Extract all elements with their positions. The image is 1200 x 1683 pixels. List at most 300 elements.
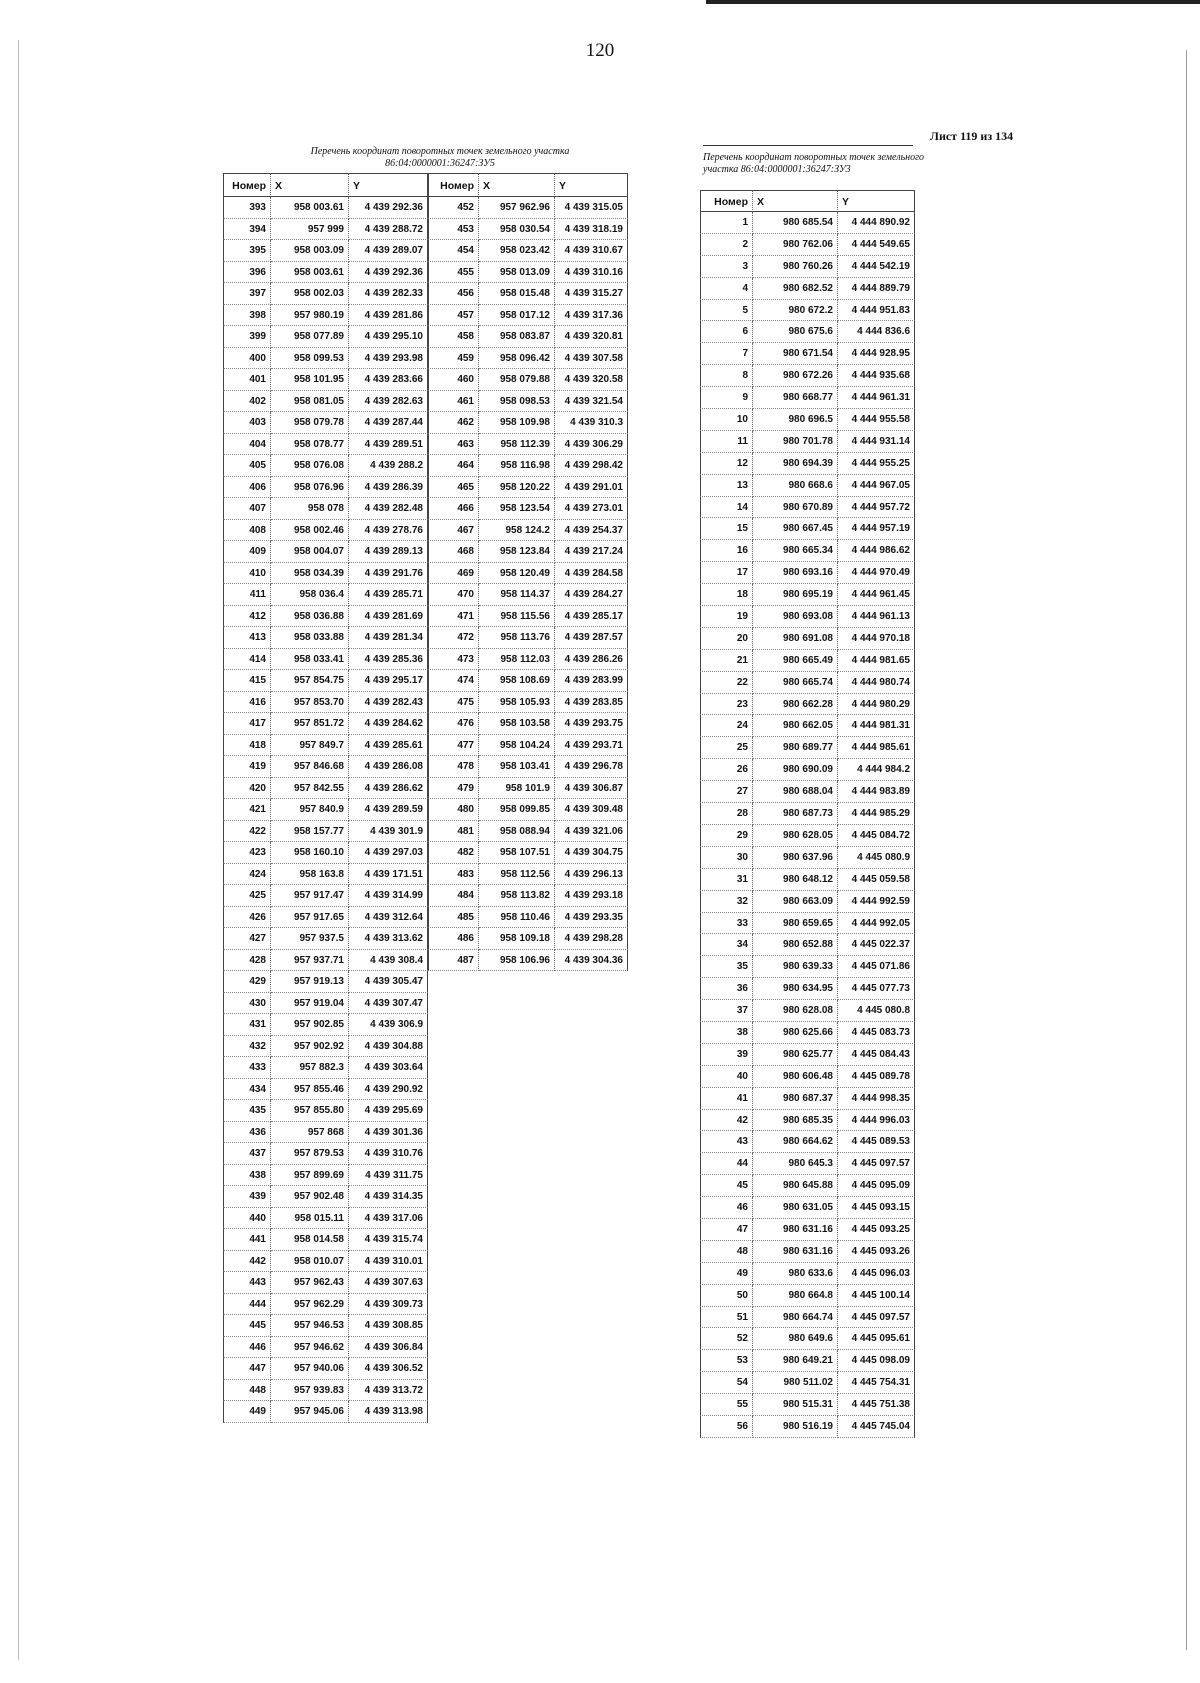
x-coordinate: 980 687.73 [753,803,838,825]
right-caption-line1: Перечень координат поворотных точек земельного [703,152,924,163]
point-number: 467 [428,520,479,542]
y-coordinate: 4 439 315.05 [555,197,628,219]
point-number: 466 [428,498,479,520]
point-number: 423 [223,842,271,864]
y-coordinate: 4 445 098.09 [838,1350,915,1372]
y-coordinate: 4 439 286.26 [555,649,628,671]
x-coordinate: 957 962.96 [479,197,555,219]
x-coordinate: 958 023.42 [479,240,555,262]
x-coordinate: 958 002.03 [271,283,349,305]
x-coordinate: 958 036.4 [271,584,349,606]
y-coordinate: 4 439 317.06 [349,1208,428,1230]
x-coordinate: 958 036.88 [271,606,349,628]
point-number: 421 [223,799,271,821]
y-coordinate: 4 439 282.48 [349,498,428,520]
header-x: X [271,173,349,197]
x-coordinate: 958 109.98 [479,412,555,434]
y-coordinate: 4 439 293.35 [555,907,628,929]
point-number: 42 [700,1110,753,1132]
point-number: 453 [428,219,479,241]
coordinates-table-c [700,190,915,1438]
left-caption-line2: 86:04:0000001:36247:ЗУ5 [385,158,495,169]
left-caption [285,146,595,170]
point-number: 41 [700,1088,753,1110]
y-coordinate: 4 445 754.31 [838,1372,915,1394]
y-coordinate: 4 439 293.71 [555,735,628,757]
x-coordinate: 980 701.78 [753,431,838,453]
y-coordinate: 4 444 981.31 [838,715,915,737]
point-number: 463 [428,434,479,456]
y-coordinate: 4 439 284.62 [349,713,428,735]
x-coordinate: 958 079.88 [479,369,555,391]
y-coordinate: 4 439 286.62 [349,778,428,800]
y-coordinate: 4 445 095.61 [838,1328,915,1350]
point-number: 12 [700,453,753,475]
point-number: 410 [223,563,271,585]
x-coordinate: 980 665.49 [753,650,838,672]
point-number: 473 [428,649,479,671]
point-number: 447 [223,1358,271,1380]
x-coordinate: 957 937.5 [271,928,349,950]
y-coordinate: 4 439 288.2 [349,455,428,477]
y-coordinate: 4 439 306.29 [555,434,628,456]
y-coordinate: 4 439 308.85 [349,1315,428,1337]
y-coordinate: 4 439 317.36 [555,305,628,327]
x-coordinate: 980 668.77 [753,387,838,409]
x-coordinate: 958 112.56 [479,864,555,886]
point-number: 9 [700,387,753,409]
x-coordinate: 980 664.8 [753,1285,838,1307]
y-coordinate: 4 444 542.19 [838,256,915,278]
x-coordinate: 980 662.05 [753,715,838,737]
x-coordinate: 958 014.58 [271,1229,349,1251]
point-number: 21 [700,650,753,672]
point-number: 43 [700,1131,753,1153]
point-number: 2 [700,234,753,256]
x-coordinate: 958 113.76 [479,627,555,649]
point-number: 23 [700,694,753,716]
y-coordinate: 4 439 291.01 [555,477,628,499]
x-coordinate: 958 101.9 [479,778,555,800]
x-coordinate: 980 665.74 [753,672,838,694]
x-coordinate: 957 919.13 [271,971,349,993]
point-number: 443 [223,1272,271,1294]
y-coordinate: 4 444 955.58 [838,409,915,431]
point-number: 475 [428,692,479,714]
y-coordinate: 4 439 301.9 [349,821,428,843]
x-coordinate: 980 694.39 [753,453,838,475]
y-coordinate: 4 439 295.10 [349,326,428,348]
y-coordinate: 4 444 961.13 [838,606,915,628]
x-coordinate: 958 015.11 [271,1208,349,1230]
x-coordinate: 957 849.7 [271,735,349,757]
x-coordinate: 957 868 [271,1122,349,1144]
point-number: 395 [223,240,271,262]
x-coordinate: 958 114.37 [479,584,555,606]
point-number: 482 [428,842,479,864]
point-number: 432 [223,1036,271,1058]
x-coordinate: 958 103.58 [479,713,555,735]
x-coordinate: 980 628.08 [753,1000,838,1022]
y-coordinate: 4 444 967.05 [838,475,915,497]
point-number: 487 [428,950,479,972]
y-coordinate: 4 439 307.47 [349,993,428,1015]
point-number: 34 [700,934,753,956]
y-coordinate: 4 445 080.8 [838,1000,915,1022]
x-coordinate: 957 879.53 [271,1143,349,1165]
point-number: 485 [428,907,479,929]
point-number: 20 [700,628,753,650]
x-coordinate: 980 685.54 [753,212,838,234]
x-coordinate: 980 515.31 [753,1394,838,1416]
x-coordinate: 958 108.69 [479,670,555,692]
point-number: 393 [223,197,271,219]
y-coordinate: 4 439 288.72 [349,219,428,241]
x-coordinate: 958 109.18 [479,928,555,950]
y-coordinate: 4 439 306.9 [349,1014,428,1036]
point-number: 402 [223,391,271,413]
x-coordinate: 980 652.88 [753,934,838,956]
x-coordinate: 958 010.07 [271,1251,349,1273]
y-coordinate: 4 439 306.84 [349,1337,428,1359]
point-number: 481 [428,821,479,843]
x-coordinate: 958 034.39 [271,563,349,585]
point-number: 408 [223,520,271,542]
point-number: 7 [700,343,753,365]
y-coordinate: 4 439 291.76 [349,563,428,585]
coordinates-table-b [428,173,628,971]
header-number: Номер [428,173,479,197]
x-coordinate: 958 013.09 [479,262,555,284]
point-number: 1 [700,212,753,234]
point-number: 478 [428,756,479,778]
y-coordinate: 4 445 093.25 [838,1219,915,1241]
x-coordinate: 958 079.78 [271,412,349,434]
point-number: 37 [700,1000,753,1022]
header-x: X [479,173,555,197]
x-coordinate: 980 685.35 [753,1110,838,1132]
point-number: 427 [223,928,271,950]
point-number: 472 [428,627,479,649]
y-coordinate: 4 439 290.92 [349,1079,428,1101]
point-number: 430 [223,993,271,1015]
y-coordinate: 4 445 093.15 [838,1197,915,1219]
x-coordinate: 957 855.46 [271,1079,349,1101]
x-coordinate: 957 919.04 [271,993,349,1015]
page-number: 120 [585,40,615,61]
y-coordinate: 4 439 289.07 [349,240,428,262]
point-number: 19 [700,606,753,628]
x-coordinate: 958 123.84 [479,541,555,563]
x-coordinate: 980 516.19 [753,1416,838,1438]
point-number: 416 [223,692,271,714]
point-number: 396 [223,262,271,284]
y-coordinate: 4 444 981.65 [838,650,915,672]
y-coordinate: 4 439 310.67 [555,240,628,262]
y-coordinate: 4 444 889.79 [838,278,915,300]
x-coordinate: 980 682.52 [753,278,838,300]
header-y: Y [349,173,428,197]
point-number: 464 [428,455,479,477]
point-number: 8 [700,365,753,387]
x-coordinate: 957 917.65 [271,907,349,929]
y-coordinate: 4 445 083.73 [838,1022,915,1044]
right-caption-rule [703,145,913,146]
point-number: 458 [428,326,479,348]
y-coordinate: 4 445 745.04 [838,1416,915,1438]
point-number: 429 [223,971,271,993]
point-number: 424 [223,864,271,886]
y-coordinate: 4 439 306.87 [555,778,628,800]
y-coordinate: 4 439 289.59 [349,799,428,821]
y-coordinate: 4 439 301.36 [349,1122,428,1144]
point-number: 439 [223,1186,271,1208]
x-coordinate: 980 687.37 [753,1088,838,1110]
x-coordinate: 958 096.42 [479,348,555,370]
sheet-label: Лист 119 из 134 [930,129,1014,143]
y-coordinate: 4 439 312.64 [349,907,428,929]
x-coordinate: 957 846.68 [271,756,349,778]
point-number: 55 [700,1394,753,1416]
y-coordinate: 4 439 293.18 [555,885,628,907]
y-coordinate: 4 439 314.35 [349,1186,428,1208]
x-coordinate: 958 003.09 [271,240,349,262]
x-coordinate: 958 099.53 [271,348,349,370]
x-coordinate: 958 113.82 [479,885,555,907]
x-coordinate: 980 670.89 [753,497,838,519]
y-coordinate: 4 439 287.57 [555,627,628,649]
y-coordinate: 4 439 304.75 [555,842,628,864]
x-coordinate: 958 004.07 [271,541,349,563]
x-coordinate: 980 634.95 [753,978,838,1000]
header-y: Y [555,173,628,197]
x-coordinate: 958 078.77 [271,434,349,456]
y-coordinate: 4 445 084.43 [838,1044,915,1066]
point-number: 27 [700,781,753,803]
point-number: 474 [428,670,479,692]
y-coordinate: 4 444 928.95 [838,343,915,365]
point-number: 401 [223,369,271,391]
point-number: 54 [700,1372,753,1394]
y-coordinate: 4 439 283.66 [349,369,428,391]
y-coordinate: 4 444 985.61 [838,737,915,759]
y-coordinate: 4 439 292.36 [349,262,428,284]
point-number: 24 [700,715,753,737]
y-coordinate: 4 444 955.25 [838,453,915,475]
point-number: 457 [428,305,479,327]
y-coordinate: 4 439 286.39 [349,477,428,499]
x-coordinate: 980 675.6 [753,321,838,343]
x-coordinate: 980 631.05 [753,1197,838,1219]
x-coordinate: 958 033.41 [271,649,349,671]
x-coordinate: 980 672.26 [753,365,838,387]
y-coordinate: 4 439 295.69 [349,1100,428,1122]
point-number: 33 [700,913,753,935]
point-number: 460 [428,369,479,391]
x-coordinate: 980 662.28 [753,694,838,716]
x-coordinate: 980 511.02 [753,1372,838,1394]
x-coordinate: 958 033.88 [271,627,349,649]
x-coordinate: 957 902.85 [271,1014,349,1036]
x-coordinate: 980 645.3 [753,1153,838,1175]
point-number: 465 [428,477,479,499]
y-coordinate: 4 439 284.27 [555,584,628,606]
x-coordinate: 957 937.71 [271,950,349,972]
x-coordinate: 980 633.6 [753,1263,838,1285]
y-coordinate: 4 439 171.51 [349,864,428,886]
x-coordinate: 980 690.09 [753,759,838,781]
point-number: 397 [223,283,271,305]
x-coordinate: 958 076.96 [271,477,349,499]
y-coordinate: 4 439 289.13 [349,541,428,563]
x-coordinate: 957 962.43 [271,1272,349,1294]
point-number: 479 [428,778,479,800]
x-coordinate: 958 017.12 [479,305,555,327]
point-number: 417 [223,713,271,735]
y-coordinate: 4 439 282.63 [349,391,428,413]
point-number: 17 [700,562,753,584]
x-coordinate: 958 115.56 [479,606,555,628]
point-number: 30 [700,847,753,869]
x-coordinate: 958 120.49 [479,563,555,585]
y-coordinate: 4 439 297.03 [349,842,428,864]
y-coordinate: 4 439 293.98 [349,348,428,370]
point-number: 405 [223,455,271,477]
point-number: 28 [700,803,753,825]
point-number: 5 [700,300,753,322]
point-number: 400 [223,348,271,370]
x-coordinate: 980 696.5 [753,409,838,431]
x-coordinate: 958 099.85 [479,799,555,821]
point-number: 420 [223,778,271,800]
point-number: 471 [428,606,479,628]
point-number: 428 [223,950,271,972]
point-number: 433 [223,1057,271,1079]
y-coordinate: 4 445 022.37 [838,934,915,956]
y-coordinate: 4 439 287.44 [349,412,428,434]
y-coordinate: 4 439 310.76 [349,1143,428,1165]
point-number: 462 [428,412,479,434]
y-coordinate: 4 439 315.74 [349,1229,428,1251]
y-coordinate: 4 445 080.9 [838,847,915,869]
y-coordinate: 4 439 310.16 [555,262,628,284]
point-number: 415 [223,670,271,692]
point-number: 477 [428,735,479,757]
point-number: 448 [223,1380,271,1402]
y-coordinate: 4 444 970.18 [838,628,915,650]
y-coordinate: 4 439 293.75 [555,713,628,735]
y-coordinate: 4 439 281.34 [349,627,428,649]
y-coordinate: 4 444 983.89 [838,781,915,803]
x-coordinate: 958 106.96 [479,950,555,972]
point-number: 468 [428,541,479,563]
point-number: 404 [223,434,271,456]
x-coordinate: 957 946.62 [271,1337,349,1359]
y-coordinate: 4 439 307.63 [349,1272,428,1294]
x-coordinate: 957 851.72 [271,713,349,735]
scan-left-edge [18,40,19,1660]
x-coordinate: 958 098.53 [479,391,555,413]
x-coordinate: 957 962.29 [271,1294,349,1316]
y-coordinate: 4 445 059.58 [838,869,915,891]
y-coordinate: 4 444 961.31 [838,387,915,409]
y-coordinate: 4 444 935.68 [838,365,915,387]
y-coordinate: 4 444 984.2 [838,759,915,781]
scan-right-edge [1186,50,1187,1650]
point-number: 44 [700,1153,753,1175]
coordinates-table-a [223,173,428,1423]
y-coordinate: 4 444 951.83 [838,300,915,322]
y-coordinate: 4 444 998.35 [838,1088,915,1110]
x-coordinate: 980 628.05 [753,825,838,847]
point-number: 449 [223,1401,271,1423]
x-coordinate: 980 695.19 [753,584,838,606]
y-coordinate: 4 445 089.53 [838,1131,915,1153]
y-coordinate: 4 439 304.36 [555,950,628,972]
point-number: 461 [428,391,479,413]
point-number: 434 [223,1079,271,1101]
y-coordinate: 4 444 961.45 [838,584,915,606]
x-coordinate: 958 123.54 [479,498,555,520]
point-number: 454 [428,240,479,262]
point-number: 48 [700,1241,753,1263]
x-coordinate: 958 107.51 [479,842,555,864]
right-caption [703,152,963,176]
point-number: 446 [223,1337,271,1359]
x-coordinate: 980 637.96 [753,847,838,869]
x-coordinate: 980 762.06 [753,234,838,256]
point-number: 412 [223,606,271,628]
y-coordinate: 4 439 282.43 [349,692,428,714]
point-number: 440 [223,1208,271,1230]
y-coordinate: 4 445 751.38 [838,1394,915,1416]
point-number: 394 [223,219,271,241]
y-coordinate: 4 439 296.78 [555,756,628,778]
point-number: 13 [700,475,753,497]
y-coordinate: 4 444 986.62 [838,540,915,562]
y-coordinate: 4 439 289.51 [349,434,428,456]
y-coordinate: 4 439 310.3 [555,412,628,434]
point-number: 476 [428,713,479,735]
x-coordinate: 958 003.61 [271,262,349,284]
point-number: 444 [223,1294,271,1316]
y-coordinate: 4 444 980.29 [838,694,915,716]
point-number: 35 [700,956,753,978]
x-coordinate: 958 120.22 [479,477,555,499]
x-coordinate: 958 112.39 [479,434,555,456]
y-coordinate: 4 439 285.71 [349,584,428,606]
y-coordinate: 4 444 931.14 [838,431,915,453]
y-coordinate: 4 439 254.37 [555,520,628,542]
point-number: 46 [700,1197,753,1219]
y-coordinate: 4 439 309.73 [349,1294,428,1316]
y-coordinate: 4 439 286.08 [349,756,428,778]
point-number: 50 [700,1285,753,1307]
y-coordinate: 4 439 310.01 [349,1251,428,1273]
y-coordinate: 4 439 296.13 [555,864,628,886]
point-number: 10 [700,409,753,431]
point-number: 431 [223,1014,271,1036]
y-coordinate: 4 439 320.58 [555,369,628,391]
point-number: 4 [700,278,753,300]
x-coordinate: 958 002.46 [271,520,349,542]
point-number: 480 [428,799,479,821]
point-number: 441 [223,1229,271,1251]
x-coordinate: 957 939.83 [271,1380,349,1402]
y-coordinate: 4 445 096.03 [838,1263,915,1285]
x-coordinate: 957 917.47 [271,885,349,907]
scan-edge-line [706,0,1200,4]
